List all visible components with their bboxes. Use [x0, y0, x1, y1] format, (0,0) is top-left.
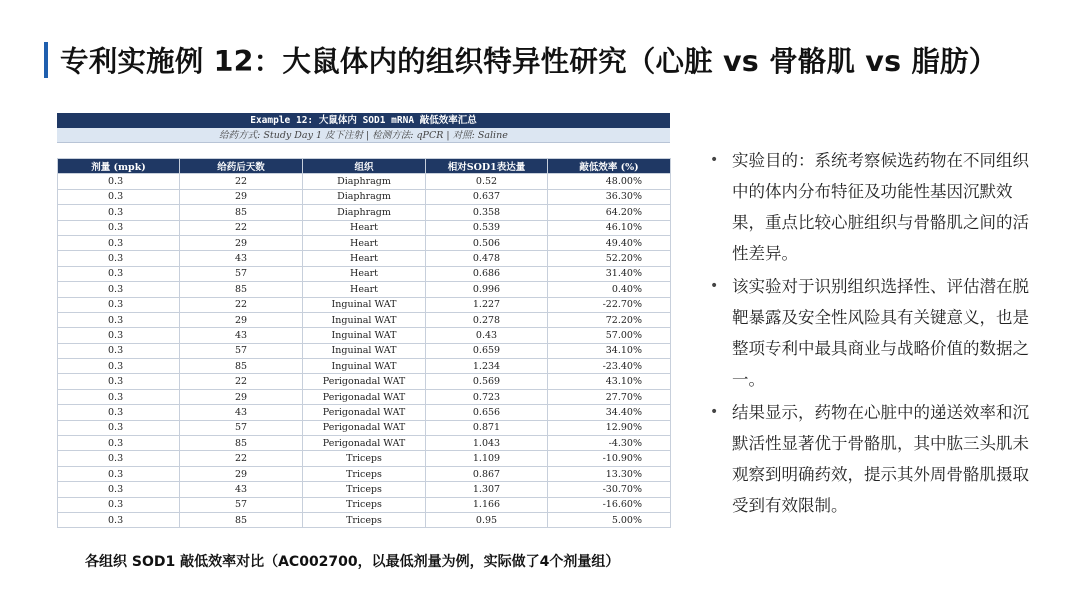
day-cell: 85 [180, 436, 303, 451]
dose-cell: 0.3 [58, 220, 180, 235]
day-cell: 85 [180, 512, 303, 527]
dose-cell: 0.3 [58, 359, 180, 374]
table-row [58, 497, 671, 512]
table-row [58, 466, 671, 481]
table-row [58, 451, 671, 466]
dose-cell: 0.3 [58, 174, 180, 189]
tissue-cell: Triceps [303, 497, 426, 512]
expression-cell: 0.867 [426, 466, 548, 481]
knockdown-cell: -10.90% [548, 451, 671, 466]
expression-cell: 0.569 [426, 374, 548, 389]
day-cell: 85 [180, 359, 303, 374]
expression-cell: 1.166 [426, 497, 548, 512]
dose-cell: 0.3 [58, 451, 180, 466]
day-cell: 29 [180, 189, 303, 204]
bullet-item [708, 397, 1038, 521]
knockdown-cell: -4.30% [548, 436, 671, 451]
knockdown-cell: 43.10% [548, 374, 671, 389]
day-cell: 29 [180, 235, 303, 250]
dose-cell: 0.3 [58, 251, 180, 266]
tissue-cell: Inguinal WAT [303, 328, 426, 343]
table-row [58, 205, 671, 220]
bullet-dot-icon: • [710, 404, 719, 420]
bullet-item [708, 145, 1038, 269]
tissue-cell: Diaphragm [303, 174, 426, 189]
table-subtitle: 给药方式: Study Day 1 皮下注射 | 检测方法: qPCR | 对照: Saline [57, 128, 670, 143]
bullet-item [708, 271, 1038, 395]
table-caption: 各组织 SOD1 敲低效率对比（AC002700，以最低剂量为例，实际做了4个剂量组） [85, 554, 620, 570]
day-cell: 22 [180, 297, 303, 312]
dose-cell: 0.3 [58, 482, 180, 497]
expression-cell: 0.659 [426, 343, 548, 358]
column-header: 剂量 (mpk) [58, 159, 180, 174]
dose-cell: 0.3 [58, 436, 180, 451]
table-row [58, 282, 671, 297]
table-spacer [57, 143, 670, 158]
tissue-cell: Inguinal WAT [303, 343, 426, 358]
knockdown-cell: 0.40% [548, 282, 671, 297]
expression-cell: 0.656 [426, 405, 548, 420]
bullet-text: 结果显示，药物在心脏中的递送效率和沉默活性显著优于骨骼肌，其中肱三头肌未观察到明确药效，提示其外周骨骼肌摄取受到有效限制。 [732, 403, 1029, 515]
table-row [58, 174, 671, 189]
day-cell: 43 [180, 251, 303, 266]
dose-cell: 0.3 [58, 282, 180, 297]
dose-cell: 0.3 [58, 343, 180, 358]
knockdown-cell: 48.00% [548, 174, 671, 189]
tissue-cell: Inguinal WAT [303, 359, 426, 374]
table-row [58, 328, 671, 343]
table-row [58, 189, 671, 204]
expression-cell: 1.227 [426, 297, 548, 312]
knockdown-cell: 64.20% [548, 205, 671, 220]
column-header: 相对SOD1表达量 [426, 159, 548, 174]
bullet-list [708, 145, 1038, 523]
tissue-cell: Perigonadal WAT [303, 374, 426, 389]
knockdown-cell: -16.60% [548, 497, 671, 512]
dose-cell: 0.3 [58, 512, 180, 527]
knockdown-cell: -23.40% [548, 359, 671, 374]
tissue-cell: Perigonadal WAT [303, 405, 426, 420]
day-cell: 43 [180, 328, 303, 343]
dose-cell: 0.3 [58, 405, 180, 420]
column-header: 给药后天数 [180, 159, 303, 174]
knockdown-cell: 46.10% [548, 220, 671, 235]
tissue-cell: Inguinal WAT [303, 297, 426, 312]
tissue-cell: Heart [303, 251, 426, 266]
slide-title: 专利实施例 12：大鼠体内的组织特异性研究（心脏 vs 骨骼肌 vs 脂肪） [60, 45, 998, 78]
expression-cell: 0.478 [426, 251, 548, 266]
tissue-cell: Diaphragm [303, 189, 426, 204]
table-row [58, 436, 671, 451]
table-row [58, 220, 671, 235]
tissue-cell: Heart [303, 282, 426, 297]
knockdown-cell: 5.00% [548, 512, 671, 527]
day-cell: 22 [180, 174, 303, 189]
table-body [58, 174, 671, 528]
table-row [58, 312, 671, 327]
dose-cell: 0.3 [58, 466, 180, 481]
expression-cell: 0.996 [426, 282, 548, 297]
dose-cell: 0.3 [58, 266, 180, 281]
table-row [58, 405, 671, 420]
knockdown-cell: 34.10% [548, 343, 671, 358]
expression-cell: 0.723 [426, 389, 548, 404]
expression-cell: 0.52 [426, 174, 548, 189]
bullet-text: 该实验对于识别组织选择性、评估潜在脱靶暴露及安全性风险具有关键意义，也是整项专利中最具商业与战略价值的数据之一。 [732, 277, 1029, 389]
dose-cell: 0.3 [58, 189, 180, 204]
knockdown-cell: 49.40% [548, 235, 671, 250]
knockdown-cell: 13.30% [548, 466, 671, 481]
expression-cell: 0.358 [426, 205, 548, 220]
knockdown-cell: 52.20% [548, 251, 671, 266]
tissue-cell: Heart [303, 235, 426, 250]
expression-cell: 0.686 [426, 266, 548, 281]
title-accent-bar [44, 42, 48, 78]
knockdown-cell: -22.70% [548, 297, 671, 312]
dose-cell: 0.3 [58, 389, 180, 404]
tissue-cell: Triceps [303, 466, 426, 481]
tissue-cell: Triceps [303, 512, 426, 527]
results-table [57, 158, 671, 528]
dose-cell: 0.3 [58, 420, 180, 435]
tissue-cell: Heart [303, 220, 426, 235]
expression-cell: 0.539 [426, 220, 548, 235]
bullet-dot-icon: • [710, 278, 719, 294]
expression-cell: 0.871 [426, 420, 548, 435]
table-row [58, 266, 671, 281]
table-row [58, 235, 671, 250]
column-header: 敲低效率 (%) [548, 159, 671, 174]
dose-cell: 0.3 [58, 312, 180, 327]
day-cell: 29 [180, 466, 303, 481]
column-header: 组织 [303, 159, 426, 174]
expression-cell: 1.043 [426, 436, 548, 451]
table-row [58, 420, 671, 435]
bullet-text: 实验目的：系统考察候选药物在不同组织中的体内分布特征及功能性基因沉默效果，重点比较心脏组织与骨骼肌之间的活性差异。 [732, 151, 1029, 263]
results-table-panel [57, 113, 670, 528]
day-cell: 57 [180, 343, 303, 358]
table-row [58, 297, 671, 312]
day-cell: 57 [180, 497, 303, 512]
dose-cell: 0.3 [58, 205, 180, 220]
expression-cell: 1.234 [426, 359, 548, 374]
tissue-cell: Diaphragm [303, 205, 426, 220]
knockdown-cell: -30.70% [548, 482, 671, 497]
knockdown-cell: 27.70% [548, 389, 671, 404]
tissue-cell: Triceps [303, 482, 426, 497]
table-header-row [58, 159, 671, 174]
tissue-cell: Triceps [303, 451, 426, 466]
table-title: Example 12: 大鼠体内 SOD1 mRNA 敲低效率汇总 [57, 113, 670, 128]
knockdown-cell: 57.00% [548, 328, 671, 343]
day-cell: 22 [180, 374, 303, 389]
table-row [58, 389, 671, 404]
day-cell: 43 [180, 482, 303, 497]
day-cell: 22 [180, 220, 303, 235]
tissue-cell: Perigonadal WAT [303, 389, 426, 404]
expression-cell: 0.506 [426, 235, 548, 250]
tissue-cell: Heart [303, 266, 426, 281]
day-cell: 85 [180, 205, 303, 220]
dose-cell: 0.3 [58, 297, 180, 312]
expression-cell: 1.307 [426, 482, 548, 497]
table-row [58, 343, 671, 358]
table-row [58, 512, 671, 527]
tissue-cell: Perigonadal WAT [303, 420, 426, 435]
expression-cell: 0.278 [426, 312, 548, 327]
day-cell: 29 [180, 312, 303, 327]
table-row [58, 359, 671, 374]
knockdown-cell: 31.40% [548, 266, 671, 281]
day-cell: 57 [180, 266, 303, 281]
table-row [58, 374, 671, 389]
knockdown-cell: 72.20% [548, 312, 671, 327]
table-row [58, 251, 671, 266]
dose-cell: 0.3 [58, 374, 180, 389]
expression-cell: 0.95 [426, 512, 548, 527]
dose-cell: 0.3 [58, 328, 180, 343]
tissue-cell: Inguinal WAT [303, 312, 426, 327]
dose-cell: 0.3 [58, 235, 180, 250]
tissue-cell: Perigonadal WAT [303, 436, 426, 451]
expression-cell: 1.109 [426, 451, 548, 466]
knockdown-cell: 34.40% [548, 405, 671, 420]
knockdown-cell: 36.30% [548, 189, 671, 204]
bullet-dot-icon: • [710, 152, 719, 168]
knockdown-cell: 12.90% [548, 420, 671, 435]
day-cell: 22 [180, 451, 303, 466]
table-row [58, 482, 671, 497]
day-cell: 57 [180, 420, 303, 435]
dose-cell: 0.3 [58, 497, 180, 512]
day-cell: 85 [180, 282, 303, 297]
expression-cell: 0.637 [426, 189, 548, 204]
day-cell: 43 [180, 405, 303, 420]
day-cell: 29 [180, 389, 303, 404]
expression-cell: 0.43 [426, 328, 548, 343]
